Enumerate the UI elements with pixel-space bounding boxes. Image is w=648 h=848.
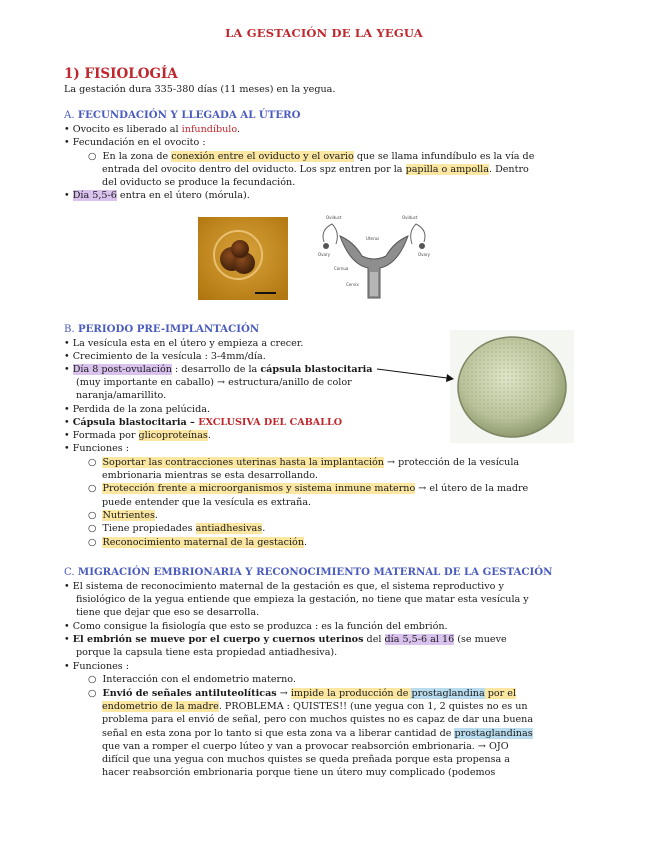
- sub-list-text: del oviducto se produce la fecundación.: [102, 177, 296, 188]
- sub-list-item: ○ Envió de señales antiluteolíticas → impide la producción de prostaglandina por el: [88, 688, 517, 699]
- pointer-arrow: [375, 364, 455, 384]
- list-item: • El sistema de reconocimiento maternal de la gestación es que, el sistema reproductivo y: [64, 581, 504, 592]
- list-item: • Como consigue la fisiología que esto se produzca : es la función del embrión.: [64, 621, 448, 632]
- label-cornua: Cornua: [334, 266, 349, 271]
- document-title: LA GESTACIÓN DE LA YEGUA: [225, 26, 423, 40]
- section-c-title: MIGRACIÓN EMBRIONARIA Y RECONOCIMIENTO MATERNAL DE LA GESTACIÓN: [77, 566, 553, 578]
- list-item: • Ovocito es liberado al infundíbulo.: [64, 124, 241, 135]
- label-uterus: Uterus: [366, 236, 380, 241]
- sub-list-item: ○ Soportar las contracciones uterinas hasta la implantación → protección de la vesícula: [88, 457, 520, 468]
- sub-list-text: problema para el envió de señal, pero con muchos quistes no es capaz de dar una buena: [102, 714, 534, 725]
- section-a-letter: A.: [64, 110, 75, 121]
- intro-text: La gestación dura 335-380 días (11 meses) en la yegua.: [64, 84, 336, 95]
- sub-list-text: señal en esta zona por lo tanto si que esta zona va a liberar cantidad de prostaglandinas: [102, 728, 533, 739]
- list-item: • Fecundación en el ovocito :: [64, 137, 206, 148]
- label-oviduct-left: Oviduct: [326, 215, 342, 220]
- sub-list-text: puede entender que la vesícula es extraña.: [102, 497, 312, 508]
- list-item: • El embrión se mueve por el cuerpo y cuernos uterinos del día 5,5-6 al 16 (se mueve: [64, 634, 507, 645]
- section-b-title: PERIODO PRE-IMPLANTACIÓN: [77, 323, 260, 335]
- uterus-diagram: [314, 212, 434, 304]
- list-item: • La vesícula esta en el útero y empieza a crecer.: [64, 338, 304, 349]
- sub-list-text: hacer reabsorción embrionaria porque tiene un útero muy complicado (podemos: [102, 767, 496, 778]
- list-text: tiene que dejar que eso se desarrolla.: [76, 607, 260, 618]
- sub-list-item: ○ Nutrientes.: [88, 510, 158, 521]
- label-ovary-right: Ovary: [418, 252, 430, 257]
- list-text: naranja/amarillito.: [76, 390, 167, 401]
- sub-list-text: endometrio de la madre. PROBLEMA : QUISTES!! (une yegua con 1, 2 quistes no es un: [102, 701, 528, 712]
- section-c-heading: [64, 566, 552, 579]
- label-ovary-left: Ovary: [318, 252, 330, 257]
- section-c-letter: C.: [64, 567, 75, 578]
- section-a-title: FECUNDACIÓN Y LLEGADA AL ÚTERO: [77, 109, 301, 121]
- sub-list-text: embrionaria mientras se esta desarrollando.: [102, 470, 318, 481]
- section-b-heading: [64, 323, 259, 336]
- sub-list-text: que van a romper el cuerpo lúteo y van a provocar reabsorción embrionaria. → OJO: [102, 741, 509, 752]
- sub-list-item: ○ Tiene propiedades antiadhesivas.: [88, 523, 266, 534]
- section-a-heading: [64, 109, 301, 122]
- list-item: • Día 8 post-ovulación : desarrollo de la cápsula blastocitaria: [64, 364, 373, 375]
- sub-list-text: difícil que una yegua con muchos quistes se queda preñada porque esta propensa a: [102, 754, 510, 765]
- list-text: (muy importante en caballo) → estructura/anillo de color: [76, 377, 352, 388]
- sub-list-text: entrada del ovocito dentro del oviducto. Los spz entren por la papilla o ampolla. Dentro: [102, 164, 529, 175]
- list-item: • Cápsula blastocitaria – EXCLUSIVA DEL CABALLO: [64, 417, 343, 428]
- section-b-letter: B.: [64, 324, 75, 335]
- blastocyst-vesicle-image: [450, 330, 574, 443]
- list-item: • Perdida de la zona pelúcida.: [64, 404, 211, 415]
- list-text: porque la capsula tiene esta propiedad antiadhesiva).: [76, 647, 338, 658]
- list-item: • Formada por glicoproteínas.: [64, 430, 211, 441]
- list-item: • Día 5,5-6 entra en el útero (mórula).: [64, 190, 250, 201]
- label-cervix: Cervix: [346, 282, 359, 287]
- label-oviduct-right: Oviduct: [402, 215, 418, 220]
- list-item: • Funciones :: [64, 661, 130, 672]
- section-heading-fisiologia: 1) FISIOLOGÍA: [64, 66, 178, 82]
- sub-list-item: ○ Protección frente a microorganismos y sistema inmune materno → el útero de la madre: [88, 483, 529, 494]
- sub-list-item: ○ En la zona de conexión entre el oviducto y el ovario que se llama infundíbulo es la vía de: [88, 151, 535, 162]
- list-item: • Funciones :: [64, 443, 130, 454]
- sub-list-item: ○ Interacción con el endometrio materno.: [88, 674, 296, 685]
- list-item: • Crecimiento de la vesícula : 3-4mm/día.: [64, 351, 266, 362]
- list-text: fisiológico de la yegua entiende que empieza la gestación, no tiene que matar esta vesícula y: [76, 594, 529, 605]
- sub-list-item: ○ Reconocimiento maternal de la gestación.: [88, 537, 308, 548]
- morula-micrograph: [198, 217, 288, 300]
